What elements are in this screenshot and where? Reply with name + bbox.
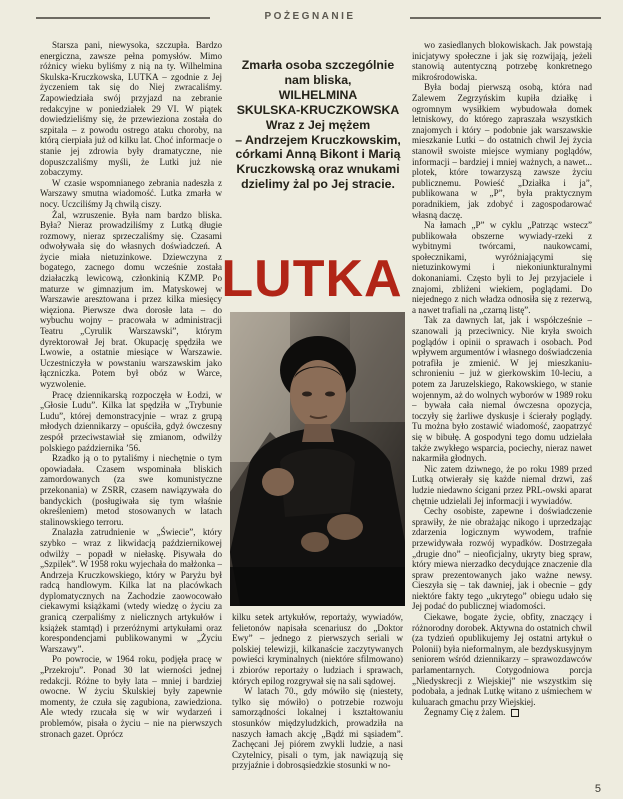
paragraph: kilku setek artykułów, reportaży, wywiadów, felietonów napisała scenariusz do „Doktor Ewy” – jednego z pierwszych seriali w polskiej telewizji, kilkanaście zaczytywanych powieści kryminalnych (niektóre sfilmowano) i zbiorów reportaży o ludziach i sprawach, których epilog rozgrywał się na sali sądowej. <box>232 612 403 686</box>
lead-line: Kruczkowską oraz wnukami <box>236 162 400 177</box>
paragraph: Rzadko ją o to pytaliśmy i niechętnie o tym opowiadała. Czasem wspominała bliskich zamordowanych (za swe komunistyczne przekonania) w ZSRR, czasem nawiązywała do bandyckich (posługiwała się tym właśnie określeniem) metod stosowanych w latach stalinowskiego terroru. <box>40 453 222 527</box>
paragraph: Starsza pani, niewysoka, szczupła. Bardzo energiczna, zawsze pełna pomysłów. Mimo różnicy wieku byliśmy z nią na ty. Wilhelmina Skulska-Kruczkowska, LUTKA – zgodnie z Jej życzeniem tak się do Niej zwracaliśmy. Zapowiedziała swój przyjazd na zebranie redakcyjne w poniedziałek 29 VI. W piątek dowiedzieliśmy się, że przewieziona została do szpitala – z powodu ostrego ataku choroby, na którą cierpiała już od kilku lat. Choć informacje o stanie jej zdrowia były dramatyczne, nie dopuszczaliśmy myśli, że Lutki już nie zobaczymy. <box>40 40 222 178</box>
article-column-3 <box>412 40 592 785</box>
paragraph: Tak za dawnych lat, jak i współcześnie – szanowali ją przeciwnicy. Nie kryła swoich poglądów i opinii o sprawach i osobach. Pod wpływem argumentów i własnego doświadczenia potrafiła je zmienić. W jej mieszkaniu-schronieniu – już w gierkowskim 10-leciu, a potem za Jaruzelskiego, Rakowskiego, w stanie wojennym, aż do wolnych wyborów w 1989 roku – bywała cała niemal ówczesna opozycja, toczyły się żarliwe dyskusje i ścierały poglądy. Tu można było zostawić wiadomość, zaopatrzyć się w bibułę. A gospodyni tego domu udzielała także zwykłego wsparcia, pociechy, nieraz nawet nakarmiła głodnych. <box>412 315 592 464</box>
portrait-photo <box>230 312 405 606</box>
paragraph: Żal, wzruszenie. Była nam bardzo bliska. Była? Nieraz prowadziliśmy z Lutką długie rozmowy, nieraz sprzeczaliśmy się. Czasami odwoływała się do własnych doświadczeń. A życie miała nietuzinkowe. Dziewczyna z bogatego, zacnego domu wcześnie została działaczką lewicową, członkinią KZMP. Po maturze w gimnazjum im. Matyskowej w Warszawie aresztowana i przez kilka miesięcy więziona. Pierwsze dwa dorosłe lata – do wybuchu wojny – pracowała w administracji Teatru „Cyrulik Warszawski”, którym dyrektorował Jej brat. Okupację spędziła we Lwowie, a ostatnie miesiące w Warszawie. Uczestniczyła w powstaniu warszawskim jako łączniczka. Potem był obóz w Warce, wyzwolenie. <box>40 209 222 389</box>
lead-line: SKULSKA-KRUCZKOWSKA <box>236 102 400 117</box>
article-column-1 <box>40 40 222 785</box>
paragraph: Była bodaj pierwszą osobą, która nad Zalewem Zegrzyńskim kupiła działkę i ogromnym wysiłkiem wybudowała domek letniskowy, do którego zapraszała wszystkich znajomych i który – podobnie jak warszawskie mieszkanie Lutki – do ostatnich chwil Jej życia stanowił swoiste miejsce wymiany poglądów, informacji – bardziej i mniej ważnych, a nawet... plotek, które towarzyszą zawsze życiu publicznemu. Powieść „Działka i ja”, publikowana w „P”, była praktycznym poradnikiem, jak zdobyć i zagospodarować własną daczę. <box>412 82 592 220</box>
end-of-article-mark <box>511 709 519 717</box>
paragraph: Cechy osobiste, zapewne i doświadczenie sprawiły, że nie obrażając nikogo i uprzedzając zdarzenia logicznym wywodem, trafnie przewidywała rozwój wypadków. Dostrzegała „drugie dno” – nieoficjalny, ukryty bieg spraw, który miewa nierzadko decydujące znaczenie dla spraw prezentowanych jako ważne newsy. Cieszyła się – tak dawniej, jak i obecnie – gdy niektóre fakty tego „ukrytego” obiegu udało się Jej podać do publicznej wiadomości. <box>412 506 592 612</box>
paragraph: Pracę dziennikarską rozpoczęła w Łodzi, w „Głosie Ludu”. Kilka lat spędziła w „Trybunie Ludu”, której demonstracyjnie – wraz z grupą młodych dziennikarzy – opuściła, gdyż ówczesny zespół przeciwstawiał się zmianom, odwilży polskiego października ’56. <box>40 389 222 453</box>
paragraph: Po powrocie, w 1964 roku, podjęła pracę w „Przekroju”. Ponad 30 lat wierności jednej redakcji. Różne to były lata – mniej i bardziej owocne. W życiu Skulskiej były zapewnie momenty, że czuła się zagubiona, zawiedziona. Ale wtedy rzucała się w wir wydarzeń i problemów, pisała o życiu – nie na pierwszych stronach gazet. Oprócz <box>40 654 222 739</box>
paragraph: Nic zatem dziwnego, że po roku 1989 przed Lutką otwierały się każde niemal drzwi, zaś ludzie niedawno ścigani przez PRL-owski aparat chętnie udzielali Jej informacji i wywiadów. <box>412 463 592 506</box>
paragraph: Na łamach „P” w cyklu „Patrząc wstecz” publikowała obszerne wywiady-rzeki z wybitnymi twórcami, naukowcami, społecznikami, wyróżniającymi się nietuzinkowymi i niekoniunkturalnymi dokonaniami. Często byli to Jej przyjaciele i znajomi, zbliżeni wiekiem, poglądami. Do niejednego z nich władza odnosiła się z rezerwą, a nawet trafiali na „czarną listę”. <box>412 220 592 315</box>
page-number: 5 <box>594 783 601 795</box>
lead-line: WILHELMINA <box>278 87 358 102</box>
lead-line: dzielimy żal po Jej stracie. <box>241 177 395 192</box>
paragraph: Ciekawe, bogate życie, obfity, znaczący i różnorodny dorobek. Aktywna do ostatnich chwil (za tydzień opublikujemy Jej ostatni artykuł o Polonii) była nieformalnym, ale bezdyskusyjnym seniorem wśród dziennikarzy – sprawozdawców parlamentarnych. Cotygodniowa porcja „Niedyskrecji z Wiejskiej” nie wszystkim się podobała, a jednak Lutkę witano z uśmiechem w kuluarach gmachu przy Wiejskiej. <box>412 612 592 707</box>
lead-line: Wraz z Jej mężem <box>265 117 371 132</box>
article-headline: LUTKA <box>221 250 403 308</box>
article-column-2 <box>232 612 403 784</box>
paragraph: wo zasiedlanych blokowiskach. Jak powstają inicjatywy społeczne i jak się rozwijają, jeżeli stanowią autentyczną potrzebę konkretnego mikrośrodowiska. <box>412 40 592 82</box>
lead-line: córkami Anną Bikont i Marią <box>235 147 401 162</box>
paragraph: Znalazła zatrudnienie w „Świecie”, który szybko – wraz z likwidacją październikowej odwilży – popadł w niełaskę. Pisywała do „Szpilek”. W 1958 roku wyjechała do małżonka – Andrzeja Kruczkowskiego, który w Paryżu był radcą handlowym. Kilka lat na placówkach dyplomatycznych na Zachodzie zaowocowało ciekawymi książkami (wtedy wiedzę o życiu za granicą czerpaliśmy z nielicznych artykułów i książek stamtąd) i przeróżnymi artykułami oraz korespondencjami publikowanymi w „Życiu Warszawy”. <box>40 527 222 654</box>
portrait-photo-illustration <box>230 312 405 606</box>
paragraph: W czasie wspomnianego zebrania nadeszła z Warszawy smutna wiadomość. Lutka zmarła w nocy. Uczciliśmy Ją chwilą ciszy. <box>40 177 222 209</box>
paragraph: Żegnamy Cię z żalem. <box>412 707 592 718</box>
lead-line: – Andrzejem Kruczkowskim, <box>235 132 401 147</box>
obituary-lead <box>232 58 404 192</box>
lead-line: Zmarła osoba szczególnie <box>241 58 395 72</box>
section-rubric: POŻEGNANIE <box>210 9 410 24</box>
paragraph: W latach 70., gdy mówiło się (niestety, tylko się mówiło) o potrzebie rozwoju samorządności lokalnej i kształtowaniu stosunków międzyludzkich, prowadziła na naszych łamach akcję „Bądź mi sąsiadem”. Zachęcani Jej piórem zwykli ludzie, a nasi Czytelnicy, pisali o tym, jak nawiązują się przyjaźnie i dobrosąsiedzkie stosunki w no- <box>232 686 403 771</box>
lead-line: nam bliska, <box>284 72 352 87</box>
